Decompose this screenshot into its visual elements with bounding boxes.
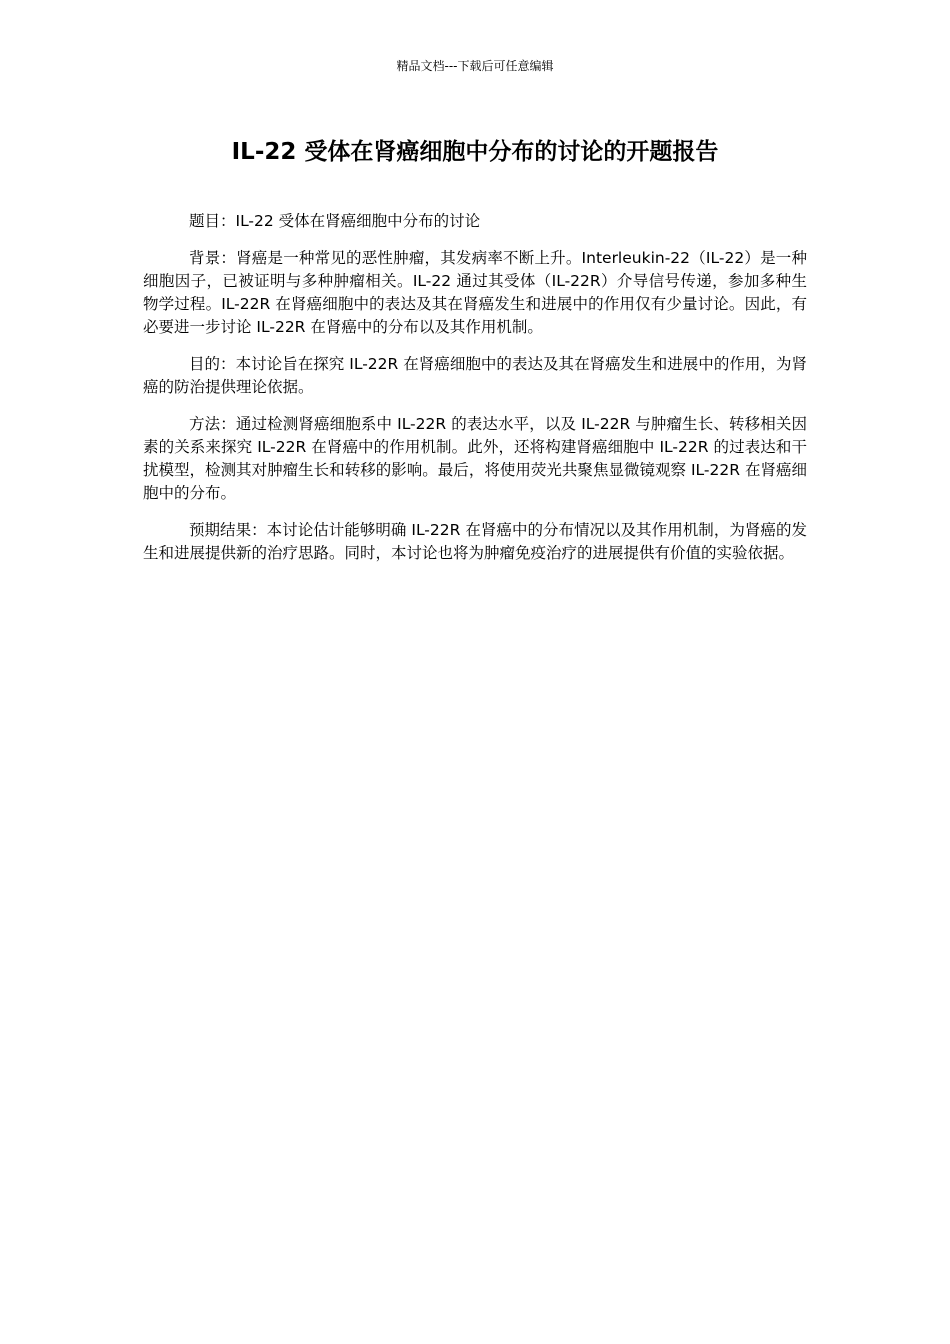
paragraph-expected-results: 预期结果：本讨论估计能够明确 IL-22R 在肾癌中的分布情况以及其作用机制，为肾癌的发生和进展提供新的治疗思路。同时，本讨论也将为肿瘤免疫治疗的进展提供有价值的实验依据。	[143, 521, 807, 562]
paragraph-objective: 目的：本讨论旨在探究 IL-22R 在肾癌细胞中的表达及其在肾癌发生和进展中的作用，为肾癌的防治提供理论依据。	[143, 355, 807, 396]
document-title: IL-22 受体在肾癌细胞中分布的讨论的开题报告	[231, 139, 719, 165]
paragraph-methods: 方法：通过检测肾癌细胞系中 IL-22R 的表达水平，以及 IL-22R 与肿瘤生长、转移相关因素的关系来探究 IL-22R 在肾癌中的作用机制。此外，还将构建肾癌细胞中 IL-22R 的过表达和干扰模型，检测其对肿瘤生长和转移的影响。最后，将使用荧光共聚焦显微镜观察 IL-22R 在肾癌细胞中的分布。	[143, 415, 807, 502]
page-header-note: 精品文档---下载后可任意编辑	[396, 59, 554, 73]
paragraph-topic: 题目：IL-22 受体在肾癌细胞中分布的讨论	[189, 212, 481, 230]
paragraph-background: 背景：肾癌是一种常见的恶性肿瘤，其发病率不断上升。Interleukin-22（IL-22）是一种细胞因子，已被证明与多种肿瘤相关。IL-22 通过其受体（IL-22R）介导信号传递，参加多种生物学过程。IL-22R 在肾癌细胞中的表达及其在肾癌发生和进展中的作用仅有少量讨论。因此，有必要进一步讨论 IL-22R 在肾癌中的分布以及其作用机制。	[143, 249, 807, 336]
document-body	[143, 210, 807, 579]
